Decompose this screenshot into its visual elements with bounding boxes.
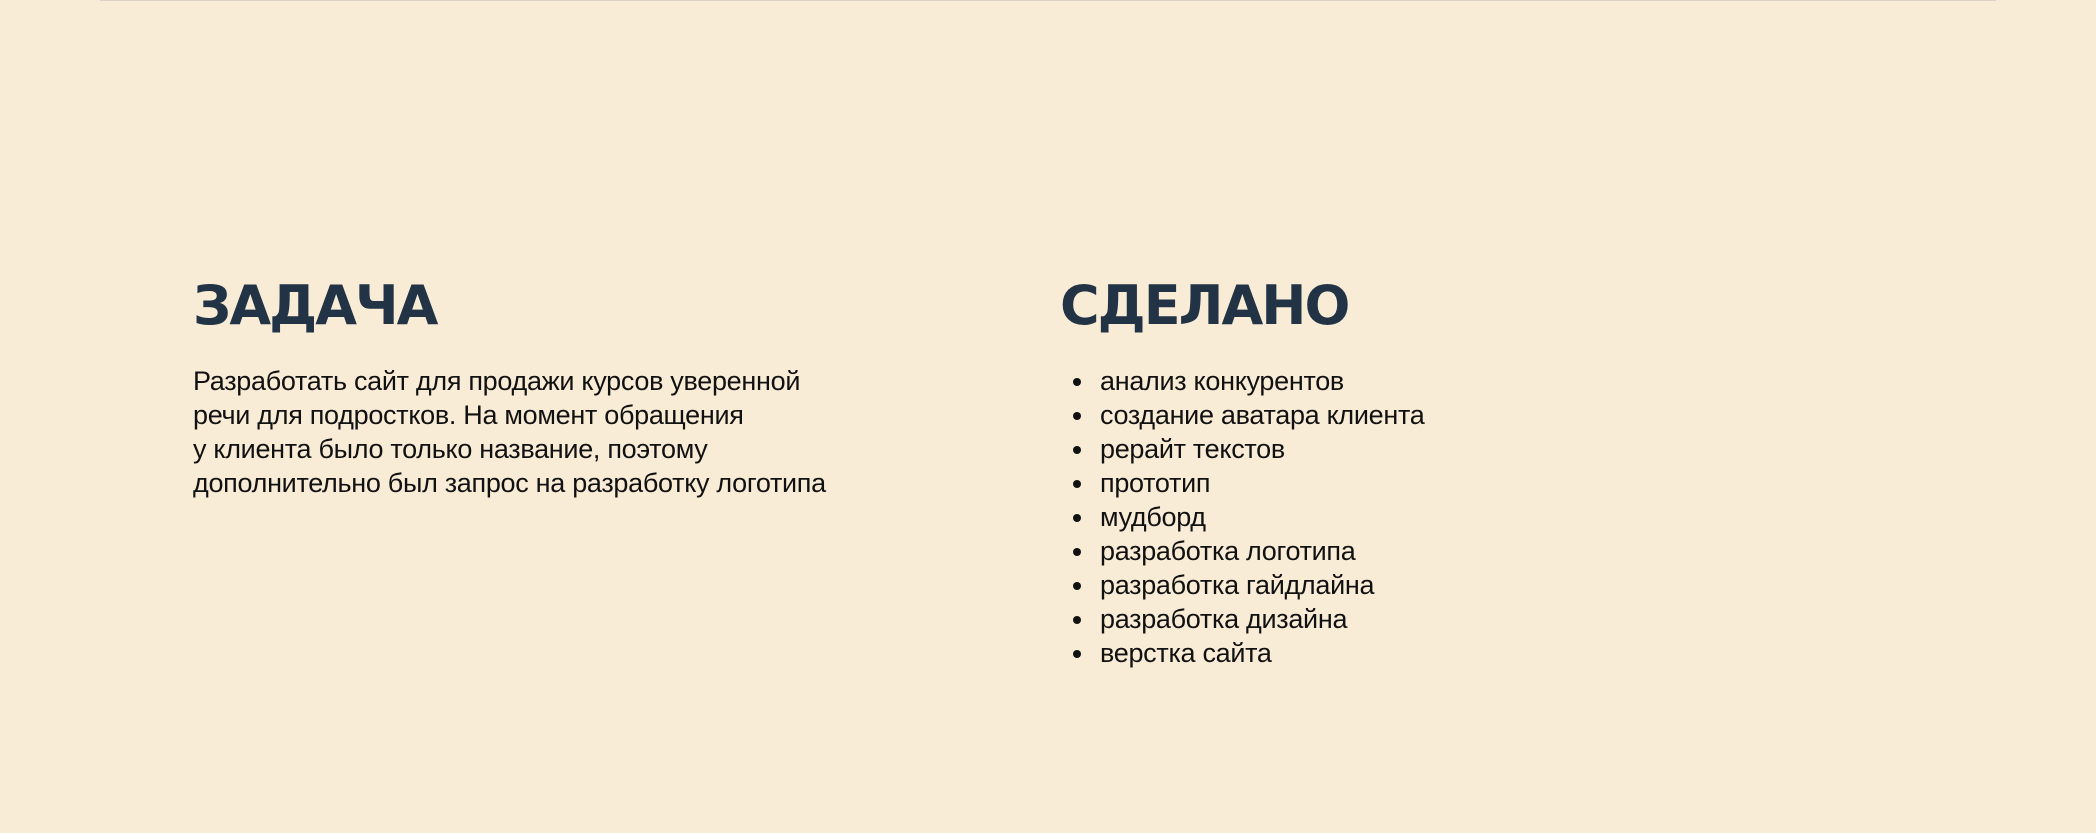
list-item: [1060, 500, 1760, 534]
bullet-icon: [1073, 650, 1081, 658]
task-line: дополнительно был запрос на разработку логотипа: [193, 468, 826, 498]
bullet-icon: [1073, 514, 1081, 522]
done-list: [1060, 364, 1760, 670]
task-line: Разработать сайт для продажи курсов уверенной: [193, 366, 801, 396]
list-item: [1060, 602, 1760, 636]
bullet-icon: [1073, 548, 1081, 556]
list-item-label: разработка логотипа: [1100, 536, 1356, 566]
bullet-icon: [1073, 378, 1081, 386]
list-item-label: разработка дизайна: [1100, 604, 1348, 634]
done-section: [1060, 276, 1760, 670]
list-item-label: разработка гайдлайна: [1100, 570, 1375, 600]
task-heading: ЗАДАЧА: [193, 274, 437, 337]
list-item: [1060, 568, 1760, 602]
task-description: [193, 364, 873, 500]
list-item: [1060, 364, 1760, 398]
list-item: [1060, 432, 1760, 466]
list-item-label: мудборд: [1100, 502, 1206, 532]
task-line: у клиента было только название, поэтому: [193, 434, 708, 464]
list-item-label: анализ конкурентов: [1100, 366, 1344, 396]
list-item: [1060, 466, 1760, 500]
list-item-label: прототип: [1100, 468, 1211, 498]
bullet-icon: [1073, 480, 1081, 488]
list-item-label: рерайт текстов: [1100, 434, 1285, 464]
bullet-icon: [1073, 616, 1081, 624]
bullet-icon: [1073, 446, 1081, 454]
bullet-icon: [1073, 582, 1081, 590]
bullet-icon: [1073, 412, 1081, 420]
list-item-label: верстка сайта: [1100, 638, 1272, 668]
list-item: [1060, 534, 1760, 568]
done-heading: СДЕЛАНО: [1060, 274, 1349, 337]
list-item: [1060, 398, 1760, 432]
top-divider: [100, 0, 1996, 1]
list-item: [1060, 636, 1760, 670]
list-item-label: создание аватара клиента: [1100, 400, 1425, 430]
task-section: [193, 276, 893, 500]
task-line: речи для подростков. На момент обращения: [193, 400, 744, 430]
